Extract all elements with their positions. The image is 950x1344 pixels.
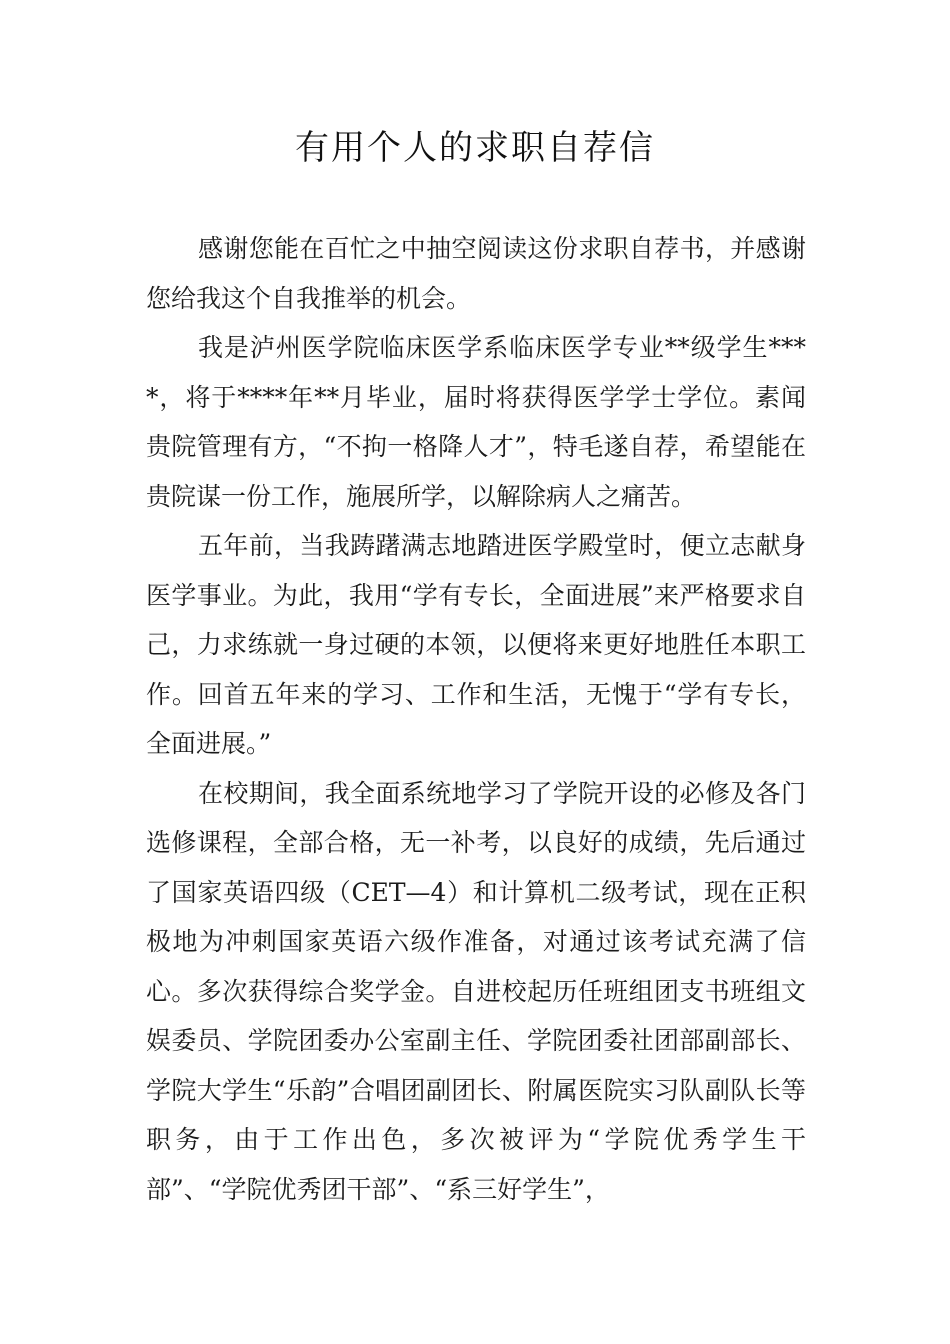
paragraph-thanks: 感谢您能在百忙之中抽空阅读这份求职自荐书，并感谢您给我这个自我推举的机会。	[146, 234, 806, 313]
paragraph-aspiration: 五年前，当我踌躇满志地踏进医学殿堂时，便立志献身医学事业。为此，我用“学有专长，全面进展”来严格要求自己，力求练就一身过硬的本领，以便将来更好地胜任本职工作。回首五年来的学习、工作和生活，无愧于“学有专长，全面进展。”	[146, 531, 806, 758]
document-title: 有用个人的求职自荐信	[295, 128, 655, 168]
paragraph-introduction: 我是泸州医学院临床医学系临床医学专业**级学生****，将于****年**月毕业，届时将获得医学学士学位。素闻贵院管理有方，“不拘一格降人才”，特毛遂自荐，希望能在贵院谋一份工作，施展所学，以解除病人之痛苦。	[146, 333, 806, 511]
document-body	[146, 224, 806, 1214]
paragraph-achievements: 在校期间，我全面系统地学习了学院开设的必修及各门选修课程，全部合格，无一补考，以良好的成绩，先后通过了国家英语四级（CET—4）和计算机二级考试，现在正积极地为冲刺国家英语六级作准备，对通过该考试充满了信心。多次获得综合奖学金。自进校起历任班组团支书班组文娱委员、学院团委办公室副主任、学院团委社团部副部长、学院大学生“乐韵”合唱团副团长、附属医院实习队副队长等职务，由于工作出色，多次被评为“学院优秀学生干部”、“学院优秀团干部”、“系三好学生”，	[146, 778, 806, 1204]
